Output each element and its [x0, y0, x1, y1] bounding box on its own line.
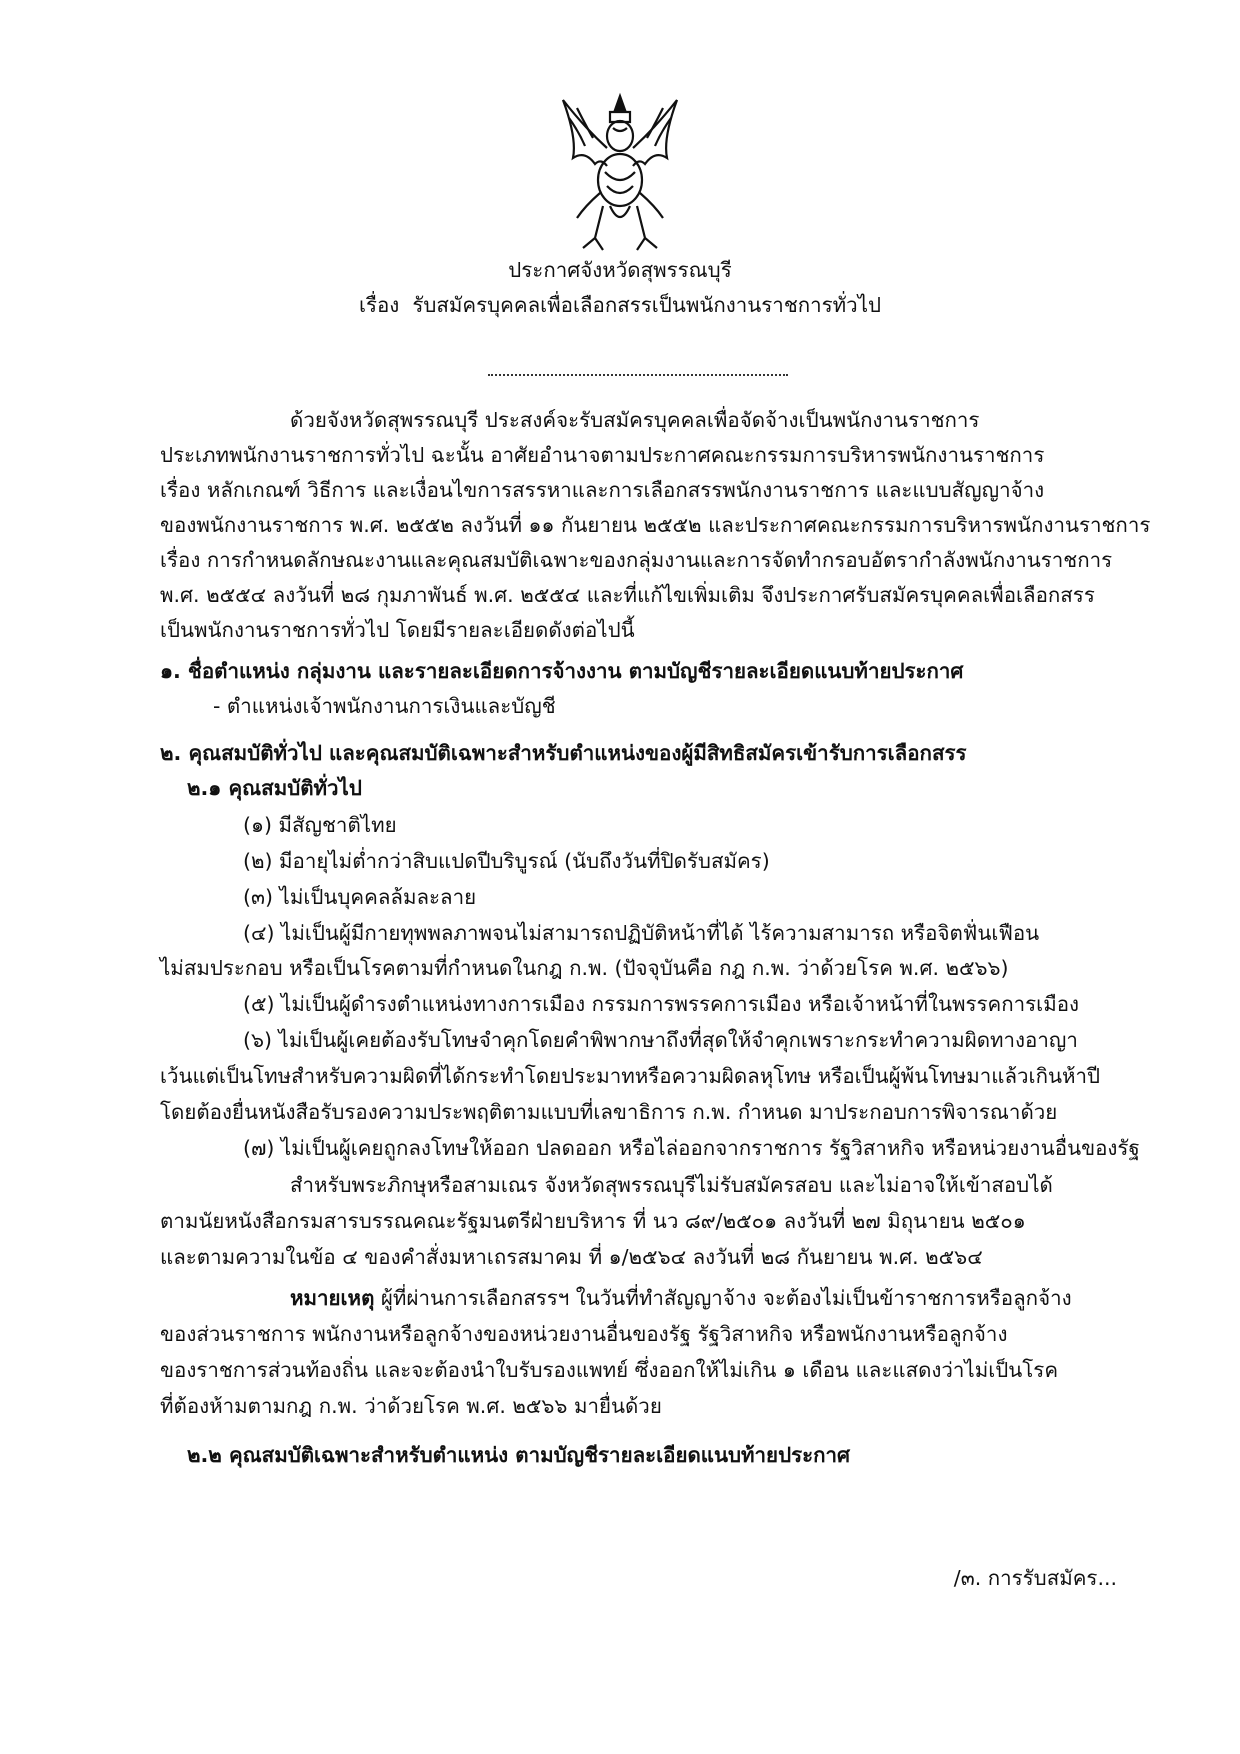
section-2-1-heading: ๒.๑ คุณสมบัติทั่วไป — [187, 776, 362, 800]
intro-line-3: เรื่อง หลักเกณฑ์ วิธีการ และเงื่อนไขการสรรหาและการเลือกสรรพนักงานราชการ และแบบสัญญาจ้าง — [160, 478, 1045, 502]
qualification-item-2: (๒) มีอายุไม่ต่ำกว่าสิบแปดปีบริบูรณ์ (นับถึงวันที่ปิดรับสมัคร) — [243, 849, 770, 873]
monk-clause-line-2: ตามนัยหนังสือกรมสารบรรณคณะรัฐมนตรีฝ่ายบริหาร ที่ นว ๘๙/๒๕๐๑ ลงวันที่ ๒๗ มิถุนายน ๒๕๐๑ — [160, 1209, 1026, 1233]
intro-line-4: ของพนักงานราชการ พ.ศ. ๒๕๕๒ ลงวันที่ ๑๑ กันยายน ๒๕๕๒ และประกาศคณะกรรมการบริหารพนักงานราชการ — [160, 513, 1151, 537]
monk-clause-line-1: สำหรับพระภิกษุหรือสามเณร จังหวัดสุพรรณบุรีไม่รับสมัครสอบ และไม่อาจให้เข้าสอบได้ — [290, 1173, 1053, 1197]
intro-line-5: เรื่อง การกำหนดลักษณะงานและคุณสมบัติเฉพาะของกลุ่มงานและการจัดทำกรอบอัตรากำลังพนักงานราชการ — [160, 548, 1113, 572]
note-line-2: ของส่วนราชการ พนักงานหรือลูกจ้างของหน่วยงานอื่นของรัฐ รัฐวิสาหกิจ หรือพนักงานหรือลูกจ้าง — [160, 1322, 1008, 1346]
title-divider — [488, 374, 788, 376]
garuda-emblem-icon — [555, 88, 685, 258]
section-2-2-heading: ๒.๒ คุณสมบัติเฉพาะสำหรับตำแหน่ง ตามบัญชีรายละเอียดแนบท้ายประกาศ — [187, 1443, 851, 1467]
note-line-3: ของราชการส่วนท้องถิ่น และจะต้องนำใบรับรองแพทย์ ซึ่งออกให้ไม่เกิน ๑ เดือน และแสดงว่าไม่เป็นโรค — [160, 1358, 1059, 1382]
qualification-item-6-cont-2: โดยต้องยื่นหนังสือรับรองความประพฤติตามแบบที่เลขาธิการ ก.พ. กำหนด มาประกอบการพิจารณาด้วย — [160, 1100, 1058, 1124]
monk-clause-line-3: และตามความในข้อ ๔ ของคำสั่งมหาเถรสมาคม ที่ ๑/๒๕๖๔ ลงวันที่ ๒๘ กันยายน พ.ศ. ๒๕๖๔ — [160, 1245, 983, 1269]
qualification-item-4: (๔) ไม่เป็นผู้มีกายทุพพลภาพจนไม่สามารถปฏิบัติหน้าที่ได้ ไร้ความสามารถ หรือจิตฟั่นเฟือน — [243, 921, 1040, 945]
intro-line-6: พ.ศ. ๒๕๕๔ ลงวันที่ ๒๘ กุมภาพันธ์ พ.ศ. ๒๕๕๔ และที่แก้ไขเพิ่มเติม จึงประกาศรับสมัครบุคคลเพื่อเลือกสรร — [160, 583, 1095, 607]
subject-label: เรื่อง — [358, 293, 400, 317]
qualification-item-5: (๕) ไม่เป็นผู้ดำรงตำแหน่งทางการเมือง กรรมการพรรคการเมือง หรือเจ้าหน้าที่ในพรรคการเมือง — [243, 992, 1080, 1016]
note-label: หมายเหตุ — [290, 1286, 375, 1310]
qualification-item-1: (๑) มีสัญชาติไทย — [243, 813, 397, 837]
section-2-heading: ๒. คุณสมบัติทั่วไป และคุณสมบัติเฉพาะสำหรับตำแหน่งของผู้มีสิทธิสมัครเข้ารับการเลือกสรร — [160, 741, 967, 765]
section-1-item: - ตำแหน่งเจ้าพนักงานการเงินและบัญชี — [213, 694, 556, 718]
intro-line-2: ประเภทพนักงานราชการทั่วไป ฉะนั้น อาศัยอำนาจตามประกาศคณะกรรมการบริหารพนักงานราชการ — [160, 443, 1045, 467]
qualification-item-6: (๖) ไม่เป็นผู้เคยต้องรับโทษจำคุกโดยคำพิพากษาถึงที่สุดให้จำคุกเพราะกระทำความผิดทางอาญา — [243, 1028, 1078, 1052]
intro-line-1: ด้วยจังหวัดสุพรรณบุรี ประสงค์จะรับสมัครบุคคลเพื่อจัดจ้างเป็นพนักงานราชการ — [290, 408, 980, 432]
qualification-item-4-cont: ไม่สมประกอบ หรือเป็นโรคตามที่กำหนดในกฎ ก.พ. (ปัจจุบันคือ กฎ ก.พ. ว่าด้วยโรค พ.ศ. ๒๕๖๖) — [160, 956, 1009, 980]
qualification-item-6-cont-1: เว้นแต่เป็นโทษสำหรับความผิดที่ได้กระทำโดยประมาทหรือความผิดลหุโทษ หรือเป็นผู้พ้นโทษมาแล้วเกินห้าปี — [160, 1064, 1101, 1088]
note-line-4: ที่ต้องห้ามตามกฎ ก.พ. ว่าด้วยโรค พ.ศ. ๒๕๖๖ มายื่นด้วย — [160, 1394, 662, 1418]
qualification-item-3: (๓) ไม่เป็นบุคคลล้มละลาย — [243, 885, 477, 909]
section-1-heading: ๑. ชื่อตำแหน่ง กลุ่มงาน และรายละเอียดการจ้างงาน ตามบัญชีรายละเอียดแนบท้ายประกาศ — [160, 659, 964, 683]
announcement-subject — [0, 290, 1240, 320]
note-text-1: ผู้ที่ผ่านการเลือกสรรฯ ในวันที่ทำสัญญาจ้าง จะต้องไม่เป็นข้าราชการหรือลูกจ้าง — [380, 1286, 1072, 1310]
page-continuation: /๓. การรับสมัคร... — [953, 1566, 1117, 1590]
intro-line-7: เป็นพนักงานราชการทั่วไป โดยมีรายละเอียดดังต่อไปนี้ — [160, 618, 635, 642]
qualification-item-7: (๗) ไม่เป็นผู้เคยถูกลงโทษให้ออก ปลดออก หรือไล่ออกจากราชการ รัฐวิสาหกิจ หรือหน่วยงานอื่นของรัฐ — [243, 1136, 1140, 1160]
subject-text: รับสมัครบุคคลเพื่อเลือกสรรเป็นพนักงานราชการทั่วไป — [412, 293, 882, 317]
note-line-1 — [290, 1283, 1072, 1313]
announcement-title: ประกาศจังหวัดสุพรรณบุรี — [508, 258, 732, 282]
